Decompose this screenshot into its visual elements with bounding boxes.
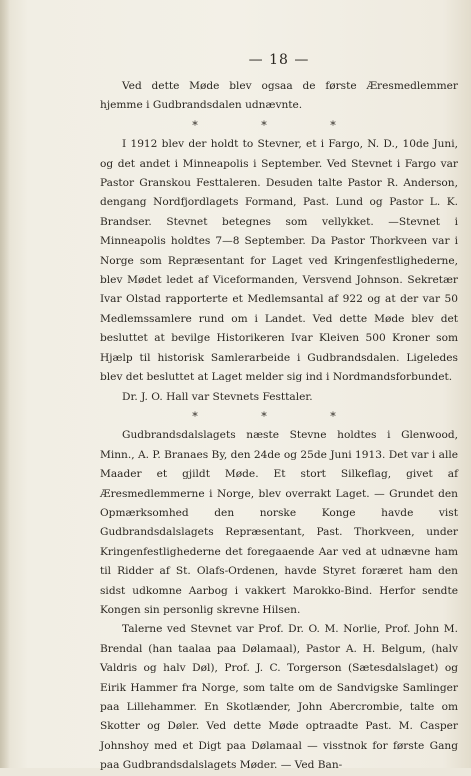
paragraph: Ved dette Møde blev ogsaa de første Æresmedlemmer hjemme i Gudbrandsdalen udnævnte.	[100, 80, 458, 112]
page-shadow	[0, 0, 10, 768]
paragraph: Dr. J. O. Hall var Stevnets Festtaler.	[122, 390, 313, 403]
page-number: — 18 —	[248, 52, 310, 68]
paragraph: Talerne ved Stevnet var Prof. Dr. O. M. Norlie, Prof. John M. Brendal (han taalaa paa Dølamaal), Pastor A. H. Belgum, (halv Valdris og halv Døl), Prof. J. C. Torgerson (Sætesdalslaget) og Eirik Hammer fra Norge, som talte om de Sandvigske Samlinger paa Lillehammer. En Skotlænder, John Abercrombie, talte om Skotter og Døler. Ved dette Møde optraadte Past. M. Casper Johnshoy med et Digt paa Dølamaal — visstnok for første Gang paa Gudbrandsdalslagets Møder. — Ved Ban-	[100, 623, 458, 772]
paragraph: Gudbrandsdalslagets næste Stevne holdtes i Glenwood, Minn., A. P. Branaes By, den 24de og 25de Juni 1913. Det var i alle Maader et gjildt Møde. Et stort Silkeflag, givet af Æresmedlemmerne i Norge, blev overrakt Laget. — Grundet den Opmærksomhed den norske Konge havde vist Gudbrandsdalslagets Repræsentant, Past. Thorkveen, under Kringenfestlighederne det foregaaende Aar ved at udnævne ham til Ridder af St. Olafs-Ordenen, havde Styret foræret ham den sidst udkomne Aarbog i vakkert Marokko-Bind. Herfor sendte Kongen sin personlig skrevne Hilsen.	[100, 429, 458, 616]
section-divider: * * *	[192, 409, 366, 423]
page-body	[100, 49, 458, 776]
section-divider: * * *	[192, 118, 366, 132]
paragraph: I 1912 blev der holdt to Stevner, et i Fargo, N. D., 10de Juni, og det andet i Minneapolis i September. Ved Stevnet i Fargo var Pastor Granskou Festtaleren. Desuden talte Pastor R. Anderson, dengang Nordfjordlagets Formand, Past. Lund og Pastor L. K. Brandser. Stevnet betegnes som vellykket. —Stevnet i Minneapolis holdtes 7—8 September. Da Pastor Thorkveen var i Norge som Repræsentant for Laget ved Kringenfestlighederne, blev Mødet ledet af Viceformanden, Versvend Johnson. Sekretær Ivar Olstad rapporterte et Medlemsantal af 922 og at der var 50 Medlemssamlere rund om i Landet. Ved dette Møde blev det besluttet at bevilge Historikeren Ivar Kleiven 500 Kroner som Hjælp til historisk Samlerarbeide i Gudbrandsdalen. Ligeledes blev det besluttet at Laget melder sig ind i Nordmandsforbundet.	[100, 138, 458, 384]
